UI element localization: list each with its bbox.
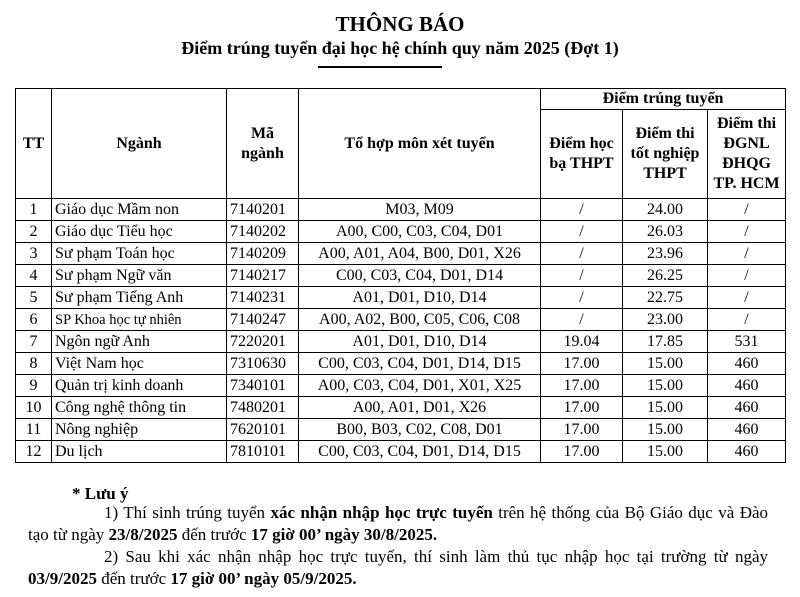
cell-dgnl: 460 bbox=[708, 441, 786, 463]
cell-dgnl: / bbox=[708, 265, 786, 287]
cell-ma-nganh: 7220201 bbox=[227, 331, 299, 353]
cell-ma-nganh: 7140247 bbox=[227, 309, 299, 331]
cell-tt: 2 bbox=[16, 221, 52, 243]
cell-nganh: Sư phạm Tiếng Anh bbox=[52, 287, 227, 309]
cell-ma-nganh: 7140202 bbox=[227, 221, 299, 243]
cell-dgnl: 460 bbox=[708, 419, 786, 441]
cell-ma-nganh: 7140209 bbox=[227, 243, 299, 265]
cell-to-hop: A00, C03, C04, D01, X01, X25 bbox=[299, 375, 541, 397]
cell-hoc-ba: 17.00 bbox=[541, 353, 623, 375]
page-title: THÔNG BÁO bbox=[335, 12, 465, 36]
cell-tot-nghiep: 15.00 bbox=[623, 419, 708, 441]
cell-tt: 7 bbox=[16, 331, 52, 353]
cell-nganh: SP Khoa học tự nhiên bbox=[52, 309, 227, 331]
table-row bbox=[16, 375, 786, 397]
cell-hoc-ba: / bbox=[541, 309, 623, 331]
cell-to-hop: A01, D01, D10, D14 bbox=[299, 287, 541, 309]
cell-hoc-ba: 19.04 bbox=[541, 331, 623, 353]
cell-tt: 3 bbox=[16, 243, 52, 265]
table-row bbox=[16, 221, 786, 243]
cell-dgnl: 460 bbox=[708, 375, 786, 397]
col-header-tt: TT bbox=[16, 89, 52, 199]
col-header-ma-nganh: Mã ngành bbox=[227, 89, 299, 199]
page-subtitle: Điểm trúng tuyển đại học hệ chính quy năm 2025 (Đợt 1) bbox=[181, 38, 619, 58]
cell-hoc-ba: / bbox=[541, 221, 623, 243]
cell-nganh: Nông nghiệp bbox=[52, 419, 227, 441]
table-row bbox=[16, 397, 786, 419]
cell-ma-nganh: 7340101 bbox=[227, 375, 299, 397]
cell-nganh: Việt Nam học bbox=[52, 353, 227, 375]
cell-to-hop: C00, C03, C04, D01, D14, D15 bbox=[299, 353, 541, 375]
cell-tot-nghiep: 15.00 bbox=[623, 375, 708, 397]
subtitle-underline bbox=[318, 66, 442, 68]
cell-nganh: Giáo dục Tiểu học bbox=[52, 221, 227, 243]
col-header-hoc-ba: Điểm học bạ THPT bbox=[541, 110, 623, 199]
col-header-tot-nghiep: Điểm thi tốt nghiệp THPT bbox=[623, 110, 708, 199]
cell-to-hop: A00, A01, D01, X26 bbox=[299, 397, 541, 419]
cell-to-hop: A00, A02, B00, C05, C06, C08 bbox=[299, 309, 541, 331]
cell-tt: 8 bbox=[16, 353, 52, 375]
cell-to-hop: C00, C03, C04, D01, D14, D15 bbox=[299, 441, 541, 463]
cell-tot-nghiep: 26.25 bbox=[623, 265, 708, 287]
cell-tt: 12 bbox=[16, 441, 52, 463]
cell-hoc-ba: 17.00 bbox=[541, 397, 623, 419]
cell-tot-nghiep: 15.00 bbox=[623, 397, 708, 419]
cell-tot-nghiep: 22.75 bbox=[623, 287, 708, 309]
cell-nganh: Ngôn ngữ Anh bbox=[52, 331, 227, 353]
table-row bbox=[16, 441, 786, 463]
cell-tot-nghiep: 23.96 bbox=[623, 243, 708, 265]
cell-tt: 9 bbox=[16, 375, 52, 397]
cell-dgnl: / bbox=[708, 199, 786, 221]
cell-tot-nghiep: 17.85 bbox=[623, 331, 708, 353]
cell-hoc-ba: 17.00 bbox=[541, 419, 623, 441]
cell-dgnl: 460 bbox=[708, 397, 786, 419]
cell-nganh: Công nghệ thông tin bbox=[52, 397, 227, 419]
cell-to-hop: C00, C03, C04, D01, D14 bbox=[299, 265, 541, 287]
cell-tt: 6 bbox=[16, 309, 52, 331]
cell-dgnl: / bbox=[708, 309, 786, 331]
cell-to-hop: M03, M09 bbox=[299, 199, 541, 221]
admission-score-table bbox=[15, 88, 786, 463]
col-header-group: Điểm trúng tuyển bbox=[541, 89, 786, 110]
cell-tt: 5 bbox=[16, 287, 52, 309]
table-row bbox=[16, 287, 786, 309]
table-row bbox=[16, 265, 786, 287]
col-header-to-hop: Tổ hợp môn xét tuyển bbox=[299, 89, 541, 199]
cell-nganh: Sư phạm Toán học bbox=[52, 243, 227, 265]
cell-ma-nganh: 7480201 bbox=[227, 397, 299, 419]
table-row bbox=[16, 419, 786, 441]
cell-to-hop: B00, B03, C02, C08, D01 bbox=[299, 419, 541, 441]
cell-hoc-ba: 17.00 bbox=[541, 375, 623, 397]
note-2: 2) Sau khi xác nhận nhập học trực tuyến, thí sinh làm thủ tục nhập học tại trường từ ngày 03/9/2025 đến trước 17 giờ 00’ ngày 05/9/2025. bbox=[28, 547, 768, 588]
notes-heading: * Lưu ý bbox=[72, 484, 129, 503]
cell-hoc-ba: 17.00 bbox=[541, 441, 623, 463]
cell-tt: 1 bbox=[16, 199, 52, 221]
cell-dgnl: / bbox=[708, 287, 786, 309]
cell-ma-nganh: 7140201 bbox=[227, 199, 299, 221]
note-1: 1) Thí sinh trúng tuyển xác nhận nhập học trực tuyến trên hệ thống của Bộ Giáo dục và Đào tạo từ ngày 23/8/2025 đến trước 17 giờ 00’ ngày 30/8/2025. bbox=[28, 503, 769, 544]
cell-hoc-ba: / bbox=[541, 243, 623, 265]
cell-ma-nganh: 7620101 bbox=[227, 419, 299, 441]
cell-to-hop: A00, C00, C03, C04, D01 bbox=[299, 221, 541, 243]
cell-tot-nghiep: 24.00 bbox=[623, 199, 708, 221]
cell-dgnl: / bbox=[708, 221, 786, 243]
table-row bbox=[16, 243, 786, 265]
cell-ma-nganh: 7810101 bbox=[227, 441, 299, 463]
cell-tot-nghiep: 23.00 bbox=[623, 309, 708, 331]
cell-tot-nghiep: 15.00 bbox=[623, 353, 708, 375]
cell-nganh: Quản trị kinh doanh bbox=[52, 375, 227, 397]
cell-nganh: Giáo dục Mầm non bbox=[52, 199, 227, 221]
table-row bbox=[16, 199, 786, 221]
cell-nganh: Du lịch bbox=[52, 441, 227, 463]
cell-ma-nganh: 7310630 bbox=[227, 353, 299, 375]
table-row bbox=[16, 309, 786, 331]
col-header-dgnl: Điểm thi ĐGNL ĐHQG TP. HCM bbox=[708, 110, 786, 199]
cell-nganh: Sư phạm Ngữ văn bbox=[52, 265, 227, 287]
cell-to-hop: A01, D01, D10, D14 bbox=[299, 331, 541, 353]
cell-to-hop: A00, A01, A04, B00, D01, X26 bbox=[299, 243, 541, 265]
cell-hoc-ba: / bbox=[541, 199, 623, 221]
table-row bbox=[16, 353, 786, 375]
cell-tot-nghiep: 15.00 bbox=[623, 441, 708, 463]
table-row bbox=[16, 331, 786, 353]
cell-tot-nghiep: 26.03 bbox=[623, 221, 708, 243]
cell-ma-nganh: 7140217 bbox=[227, 265, 299, 287]
cell-hoc-ba: / bbox=[541, 287, 623, 309]
cell-dgnl: 531 bbox=[708, 331, 786, 353]
cell-dgnl: 460 bbox=[708, 353, 786, 375]
cell-dgnl: / bbox=[708, 243, 786, 265]
cell-tt: 4 bbox=[16, 265, 52, 287]
cell-ma-nganh: 7140231 bbox=[227, 287, 299, 309]
col-header-nganh: Ngành bbox=[52, 89, 227, 199]
cell-tt: 11 bbox=[16, 419, 52, 441]
cell-hoc-ba: / bbox=[541, 265, 623, 287]
cell-tt: 10 bbox=[16, 397, 52, 419]
